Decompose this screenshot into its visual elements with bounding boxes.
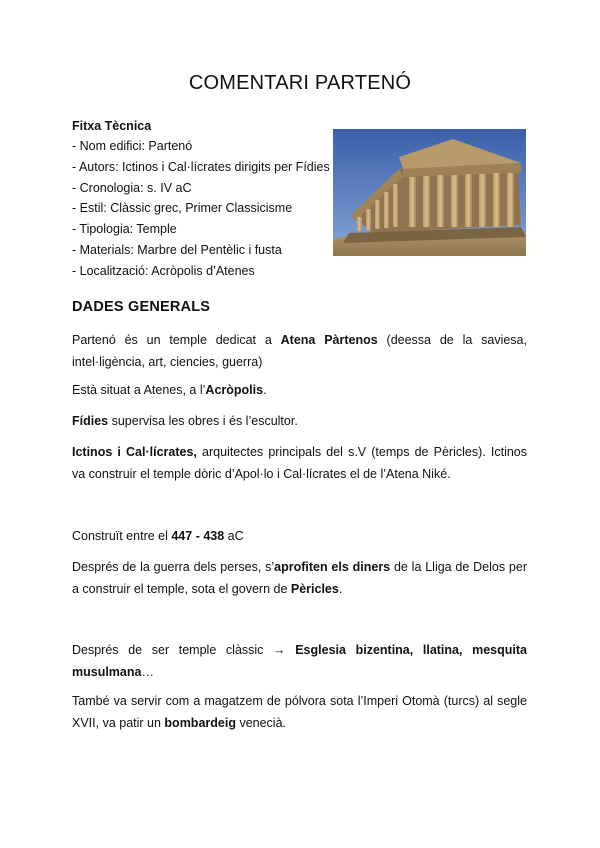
text-run: venecià. <box>235 715 286 730</box>
text-run: Construït entre el <box>72 529 172 543</box>
technical-sheet-line: - Tipologia: Temple <box>72 222 177 237</box>
bold-run: Atena Pàrtenos <box>280 333 378 347</box>
parthenon-photo <box>333 129 526 256</box>
technical-sheet-line: - Estil: Clàssic grec, Primer Classicisme <box>72 201 293 216</box>
technical-sheet-line: - Materials: Marbre del Pentèlic i fusta <box>72 242 282 257</box>
bold-run: 447 - 438 <box>171 529 225 543</box>
text-run: Després de ser temple clàssic → <box>72 643 296 657</box>
technical-sheet <box>72 116 330 282</box>
bold-run: aprofiten els diners <box>274 560 391 574</box>
text-run: … <box>141 664 154 679</box>
text-run: Partenó és un temple dedicat a <box>72 333 281 347</box>
text-run: aC <box>224 529 244 543</box>
paragraph <box>72 380 527 402</box>
paragraph <box>72 411 527 433</box>
technical-sheet-line: - Cronologia: s. IV aC <box>72 180 192 195</box>
bold-run: Pèricles <box>290 581 339 596</box>
bold-run: bombardeig <box>164 715 236 730</box>
paragraph <box>72 557 527 600</box>
bold-run: Fídies <box>72 414 109 428</box>
text-run: També va servir com a magatzem de pólvora sota l’Imperi Otomà (turcs) al segle XVII, va patir un <box>72 694 527 730</box>
technical-sheet-line: - Autors: Ictinos i Cal·lícrates dirigits per Fídies <box>72 159 330 174</box>
text-run: . <box>338 581 343 596</box>
page-title: COMENTARI PARTENÓ <box>188 72 412 94</box>
text-run: de la Lliga de Delos per a construir el temple, sota el govern de <box>72 560 527 596</box>
bold-run: Ictinos i Cal·lícrates, <box>72 445 197 459</box>
text-run: (deessa de la saviesa, intel·ligència, art, ciencies, guerra) <box>72 333 527 369</box>
bold-run: Acròpolis <box>205 383 264 397</box>
text-run: arquitectes principals del s.V (temps de Pèricles). Ictinos va construir el temple dòric d’Apol·lo i Cal·lícrates el de l’Atena Niké. <box>72 445 528 481</box>
paragraph <box>72 640 527 683</box>
technical-sheet-heading: Fitxa Tècnica <box>72 119 152 133</box>
text-run: supervisa les obres i és l’escultor. <box>108 414 298 428</box>
paragraph <box>72 442 527 485</box>
paragraph <box>72 526 527 548</box>
bold-run: Esglesia bizentina, llatina, mesquita musulmana <box>72 643 527 679</box>
section-heading: DADES GENERALS <box>72 299 211 315</box>
technical-sheet-line: - Localització: Acròpolis d’Atenes <box>72 263 255 278</box>
text-run: Després de la guerra dels perses, s’ <box>72 560 275 574</box>
paragraph <box>72 691 527 734</box>
paragraph <box>72 330 527 373</box>
text-run: . <box>263 383 267 397</box>
text-run: Està situat a Atenes, a l’ <box>72 383 206 397</box>
technical-sheet-line: - Nom edifici: Partenó <box>72 139 193 153</box>
